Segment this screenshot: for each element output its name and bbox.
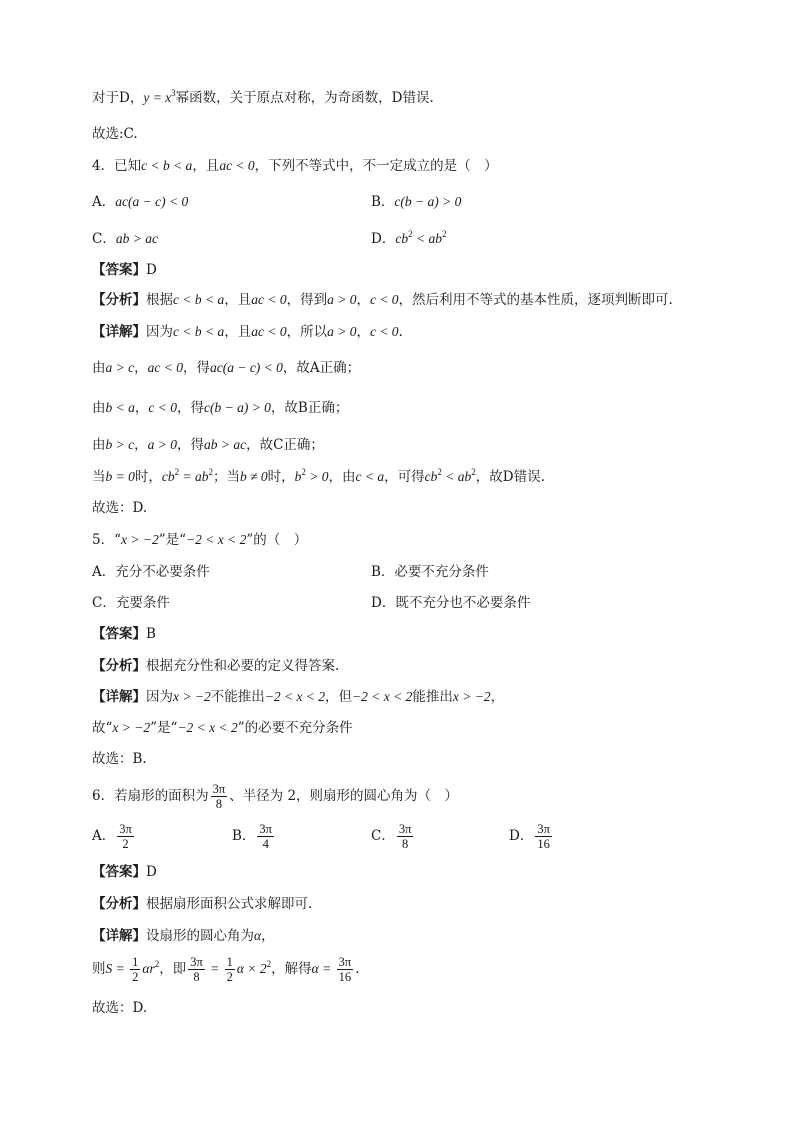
q6-option-b: B． $\frac{3\pi}{4}$ (232, 822, 272, 851)
q4-step-c: 由b > c，a > 0，得ab > ac，故C正确； (92, 437, 324, 453)
q5-conclusion: 故“x > −2”是“−2 < x < 2”的必要不充分条件 (92, 720, 353, 736)
q4-step-a: 由a > c，ac < 0，得ac(a − c) < 0，故A正确； (92, 360, 361, 376)
q4-choose: 故选：D. (92, 500, 148, 516)
q4-step-d: 当b = 0时，$cb^2 = ab^2$；当b ≠ 0时，$b^2 > 0$，由c < a，可得$cb^2 < ab^2$，故D错误. (92, 467, 545, 485)
q5-option-d: D．既不充分也不必要条件 (371, 595, 531, 611)
q5-option-b: B．必要不充分条件 (371, 564, 489, 580)
q4-answer: 【答案】D (92, 262, 157, 278)
q6-stem-fraction: $\frac{3\pi}{8}$ (212, 782, 226, 811)
q4-step-b: 由b < a，c < 0，得c(b − a) > 0，故B正确； (92, 400, 349, 416)
q4-analysis: 【分析】根据c < b < a，且ac < 0，得到a > 0，c < 0，然后利用不等式的基本性质，逐项判断即可. (92, 292, 673, 308)
q4-option-d: D．$cb^2 < ab^2$ (371, 229, 447, 247)
q5-choose: 故选：B. (92, 751, 147, 767)
q5-analysis: 【分析】根据充分性和必要的定义得答案. (92, 658, 340, 674)
q3-option-d-analysis: 对于D，$y = x^3$幂函数，关于原点对称，为奇函数，D错误. (92, 88, 434, 106)
q3-choose: 故选:C. (92, 126, 138, 142)
q4-option-c: C．ab > ac (92, 231, 158, 247)
q6-analysis: 【分析】根据扇形面积公式求解即可. (92, 896, 313, 912)
q6-choose: 故选：D. (92, 1000, 148, 1016)
q4-option-a: A．ac(a − c) < 0 (92, 194, 189, 210)
q6-option-c: C． $\frac{3\pi}{8}$ (371, 822, 412, 851)
q5-stem: 5．“x > −2”是“−2 < x < 2”的（ ） (92, 532, 308, 548)
q4-stem: 4．已知c < b < a，且ac < 0，下列不等式中，不一定成立的是（ ） (92, 158, 498, 174)
q5-answer: 【答案】B (92, 626, 156, 642)
q5-option-c: C．充要条件 (92, 595, 170, 611)
q5-option-a: A．充分不必要条件 (92, 564, 210, 580)
q6-option-d: D． $\frac{3\pi}{16}$ (509, 822, 550, 851)
q6-option-a: A． $\frac{3\pi}{2}$ (92, 822, 132, 851)
q6-answer: 【答案】D (92, 864, 157, 880)
q5-detail: 【详解】因为x > −2不能推出−2 < x < 2，但−2 < x < 2能推出x > −2， (92, 689, 505, 705)
q6-detail: 【详解】设扇形的圆心角为α， (92, 928, 275, 944)
q6-formula: 则S = $\frac{1}{2}$ $\alpha r^2$，即 $\frac{3\pi}{8}$ = $\frac{1}{2}$ $\alpha \times 2^2$，解得α = $\frac{3\pi}{16}$ . (92, 955, 360, 984)
q4-detail: 【详解】因为c < b < a，且ac < 0，所以a > 0，c < 0. (92, 324, 403, 340)
q6-stem: 6．若扇形的面积为 $\frac{3\pi}{8}$ 、半径为 2，则扇形的圆心角为（ ） (92, 782, 459, 811)
q4-option-b: B．c(b − a) > 0 (371, 194, 462, 210)
